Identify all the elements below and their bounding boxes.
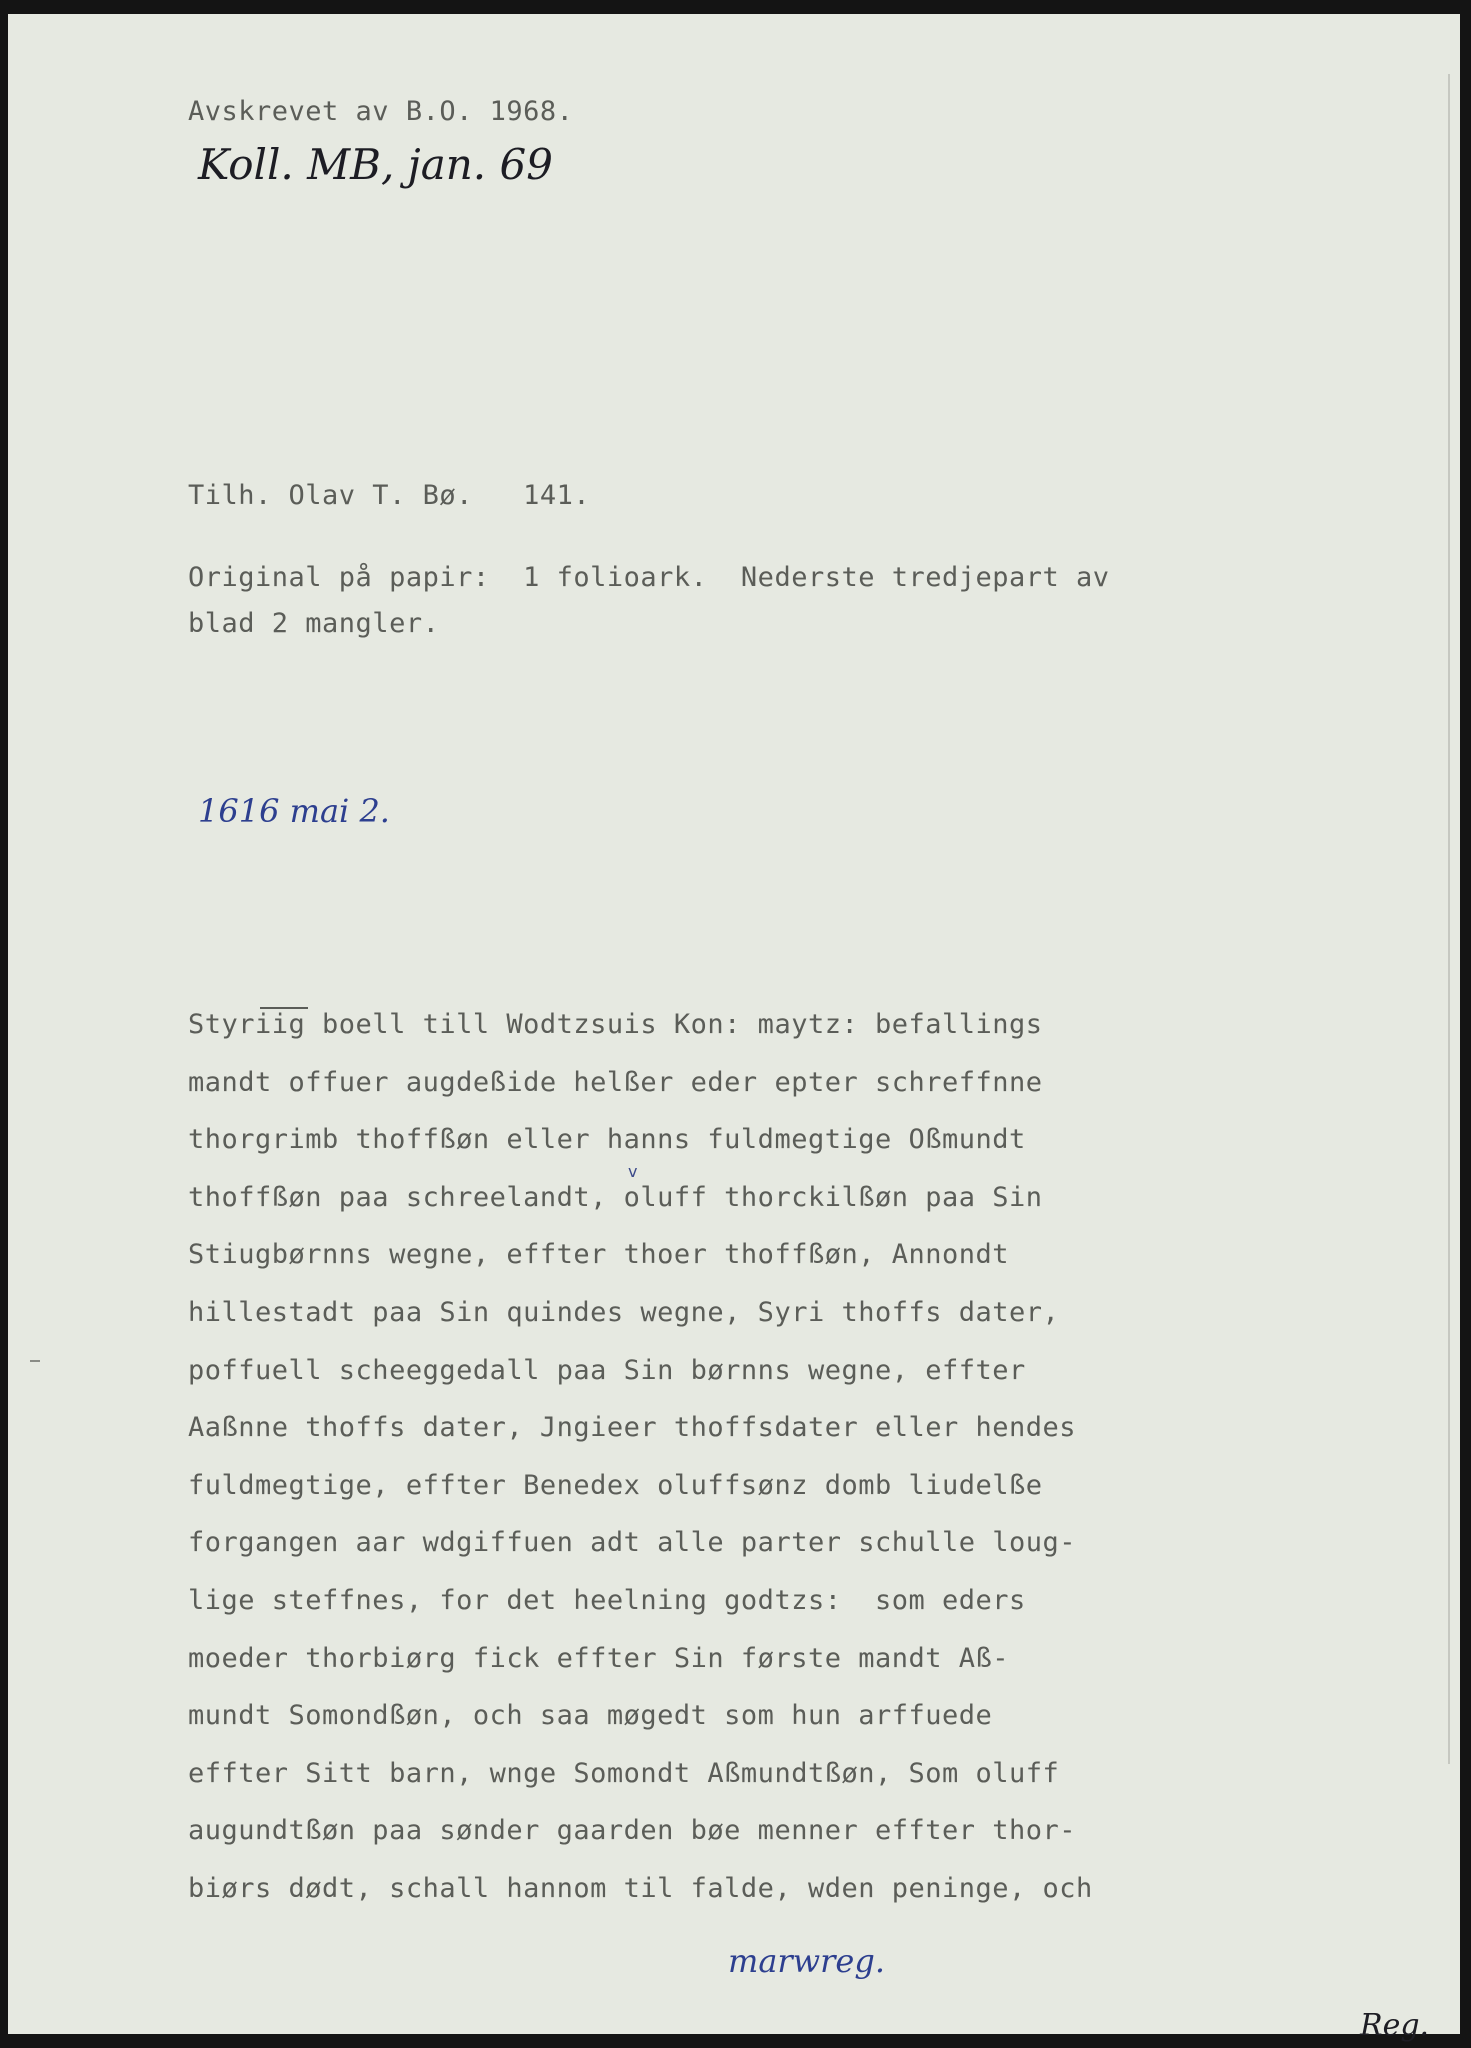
body-line: moeder thorbiørg fick effter Sin første mandt Aß- xyxy=(188,1642,1010,1674)
body-line: Aaßnne thoffs dater, Jngieer thoffsdater eller hendes xyxy=(188,1412,1077,1444)
transcription-note: Avskrevet av B.O. 1968. xyxy=(188,96,574,127)
owner-line: Tilh. Olav T. Bø. 141. xyxy=(188,480,591,511)
body-line: augundtßøn paa sønder gaarden bøe menner effter thor- xyxy=(188,1815,1077,1847)
body-line: hillestadt paa Sin quindes wegne, Syri thoffs dater, xyxy=(188,1296,1060,1328)
body-line: fuldmegtige, effter Benedex oluffsønz domb liudelße xyxy=(188,1469,1043,1501)
body-line: mundt Somondßøn, och saa møgedt som hun arffuede xyxy=(188,1700,993,1732)
description-line-2: blad 2 mangler. xyxy=(188,608,440,639)
insertion-mark: v xyxy=(628,1162,638,1181)
handwritten-date: 1616 mai 2. xyxy=(198,792,390,830)
body-line: effter Sitt barn, wnge Somondt Aßmundtßøn, Som oluff xyxy=(188,1757,1060,1789)
description-line-1: Original på papir: 1 folioark. Nederste tredjepart av xyxy=(188,562,1110,593)
body-line: forgangen aar wdgiffuen adt alle parter schulle loug- xyxy=(188,1527,1077,1559)
page-edge-shadow xyxy=(1448,74,1450,1764)
body-line: Stiugbørnns wegne, effter thoer thoffßøn, Annondt xyxy=(188,1239,1010,1271)
body-line: thorgrimb thoffßøn eller hanns fuldmegtige Oßmundt xyxy=(188,1124,1026,1156)
body-line: Styriig boell till Wodtzsuis Kon: maytz: befallings xyxy=(188,1009,1043,1040)
letter-body xyxy=(188,996,1093,1918)
handwritten-footer-note: marwreg. xyxy=(728,1942,885,1980)
body-line: poffuell scheeggedall paa Sin børnns wegne, effter xyxy=(188,1354,1026,1386)
document-page xyxy=(8,14,1460,2043)
body-line: biørs dødt, schall hannom til falde, wden peninge, och xyxy=(188,1872,1093,1904)
body-line: lige steffnes, for det heelning godtzs: som eders xyxy=(188,1584,1026,1616)
body-line: thoffßøn paa schreelandt, oluff thorckilßøn paa Sin xyxy=(188,1181,1043,1213)
handwritten-corner-note: Reg. xyxy=(1360,2008,1430,2043)
handwritten-control-note: Koll. MB, jan. 69 xyxy=(198,140,553,189)
margin-mark xyxy=(30,1360,40,1362)
body-line: mandt offuer augdeßide helßer eder epter schreffnne xyxy=(188,1066,1043,1098)
